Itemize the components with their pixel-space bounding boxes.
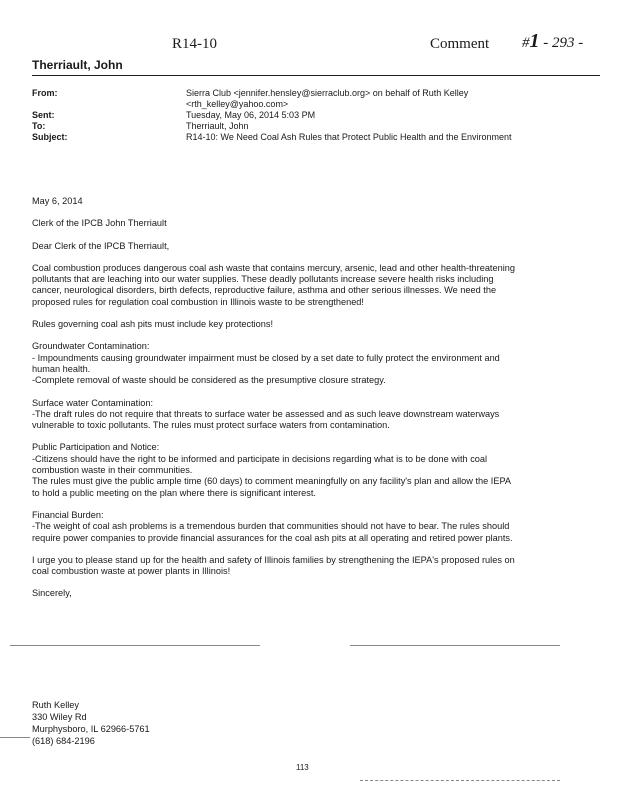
scan-artifact-line <box>10 645 260 646</box>
page-number: 113 <box>296 763 309 772</box>
email-meta <box>32 88 600 143</box>
groundwater-heading: Groundwater Contamination: <box>32 341 150 352</box>
letter-body <box>32 196 592 611</box>
surface-heading: Surface water Contamination: <box>32 397 154 408</box>
closing-paragraph <box>32 555 592 578</box>
intro-line: cancer, neurological disorders, birth defects, reproductive failure, asthma and other serious illnesses. We need the <box>32 285 497 296</box>
financial-line: require power companies to provide financial assurances for the coal ash pits at all operating and retired power plants. <box>32 532 513 543</box>
scan-artifact-line <box>0 737 30 738</box>
groundwater-line: - Impoundments causing groundwater impairment must be closed by a set date to fully protect the environment and <box>32 352 500 363</box>
letter-addressee: Clerk of the IPCB John Therriault <box>32 218 167 229</box>
docket-stamp: R14-10 <box>172 36 217 52</box>
subject-value: R14-10: We Need Coal Ash Rules that Protect Public Health and the Environment <box>186 132 512 142</box>
intro-paragraph <box>32 263 592 308</box>
surface-line: -The draft rules do not require that threats to surface water be assessed and as such leave downstream waterways <box>32 408 500 419</box>
scan-artifact-line <box>360 780 560 781</box>
participation-line: to hold a public meeting on the plan where there is significant interest. <box>32 487 316 498</box>
letter-signoff: Sincerely, <box>32 588 72 599</box>
surface-line: vulnerable to toxic pollutants. The rules must protect surface waters from contamination. <box>32 420 390 431</box>
intro-line: proposed rules for regulation coal combustion in Illinois waste to be strengthened! <box>32 296 364 307</box>
surface-water-section <box>32 398 592 432</box>
participation-line: The rules must give the public ample time (60 days) to comment meaningfully on any facility's plan and allow the IEPA <box>32 476 512 487</box>
protections-intro: Rules governing coal ash pits must include key protections! <box>32 319 274 330</box>
intro-line: Coal combustion produces dangerous coal ash waste that contains mercury, arsenic, lead and other health-threatening <box>32 262 515 273</box>
to-label: To: <box>32 121 46 131</box>
scan-artifact-line <box>350 645 560 646</box>
groundwater-line: -Complete removal of waste should be considered as the presumptive closure strategy. <box>32 375 386 386</box>
signer-street: 330 Wiley Rd <box>32 712 87 722</box>
from-row <box>32 88 600 110</box>
recipient-name: Therriault, John <box>32 58 123 72</box>
letter-date: May 6, 2014 <box>32 196 83 206</box>
sent-label: Sent: <box>32 110 55 120</box>
letter-salutation: Dear Clerk of the IPCB Therriault, <box>32 240 170 251</box>
from-value <box>186 88 600 110</box>
from-value-line1: Sierra Club <jennifer.hensley@sierraclub.org> on behalf of Ruth Kelley <box>186 88 469 98</box>
signer-city: Murphysboro, IL 62966-5761 <box>32 724 150 734</box>
financial-section <box>32 510 592 544</box>
from-value-line2: <rth_kelley@yahoo.com> <box>186 99 289 109</box>
comment-number-suffix: - 293 - <box>543 35 584 51</box>
subject-label: Subject: <box>32 132 68 142</box>
to-value: Therriault, John <box>186 121 249 131</box>
sent-row <box>32 110 600 121</box>
signature-block <box>32 699 150 747</box>
participation-heading: Public Participation and Notice: <box>32 442 160 453</box>
signer-name: Ruth Kelley <box>32 700 79 710</box>
comment-number-stamp <box>522 30 583 53</box>
signer-phone: (618) 684-2196 <box>32 736 95 746</box>
subject-row <box>32 132 600 143</box>
participation-section <box>32 442 592 498</box>
closing-line: I urge you to please stand up for the health and safety of Illinois families by strengthening the IEPA's proposed rules on <box>32 554 515 565</box>
groundwater-section <box>32 341 592 386</box>
from-label: From: <box>32 88 58 98</box>
intro-line: pollutants that are leaching into our water supplies. These deadly pollutants increase severe health risks including <box>32 274 494 285</box>
comment-stamp: Comment <box>430 36 490 52</box>
header-divider <box>32 75 600 76</box>
closing-line: coal combustion waste at power plants in Illinois! <box>32 566 231 577</box>
groundwater-line: human health. <box>32 363 91 374</box>
to-row <box>32 121 600 132</box>
participation-line: combustion waste in their communities. <box>32 465 193 476</box>
comment-number-main: 1 <box>529 30 540 52</box>
financial-line: -The weight of coal ash problems is a tremendous burden that communities should not have to bear. The rules should <box>32 521 510 532</box>
sent-value: Tuesday, May 06, 2014 5:03 PM <box>186 110 316 120</box>
comment-number-prefix: # <box>522 35 530 51</box>
financial-heading: Financial Burden: <box>32 509 104 520</box>
participation-line: -Citizens should have the right to be informed and participate in decisions regarding what is to be done with coal <box>32 453 488 464</box>
